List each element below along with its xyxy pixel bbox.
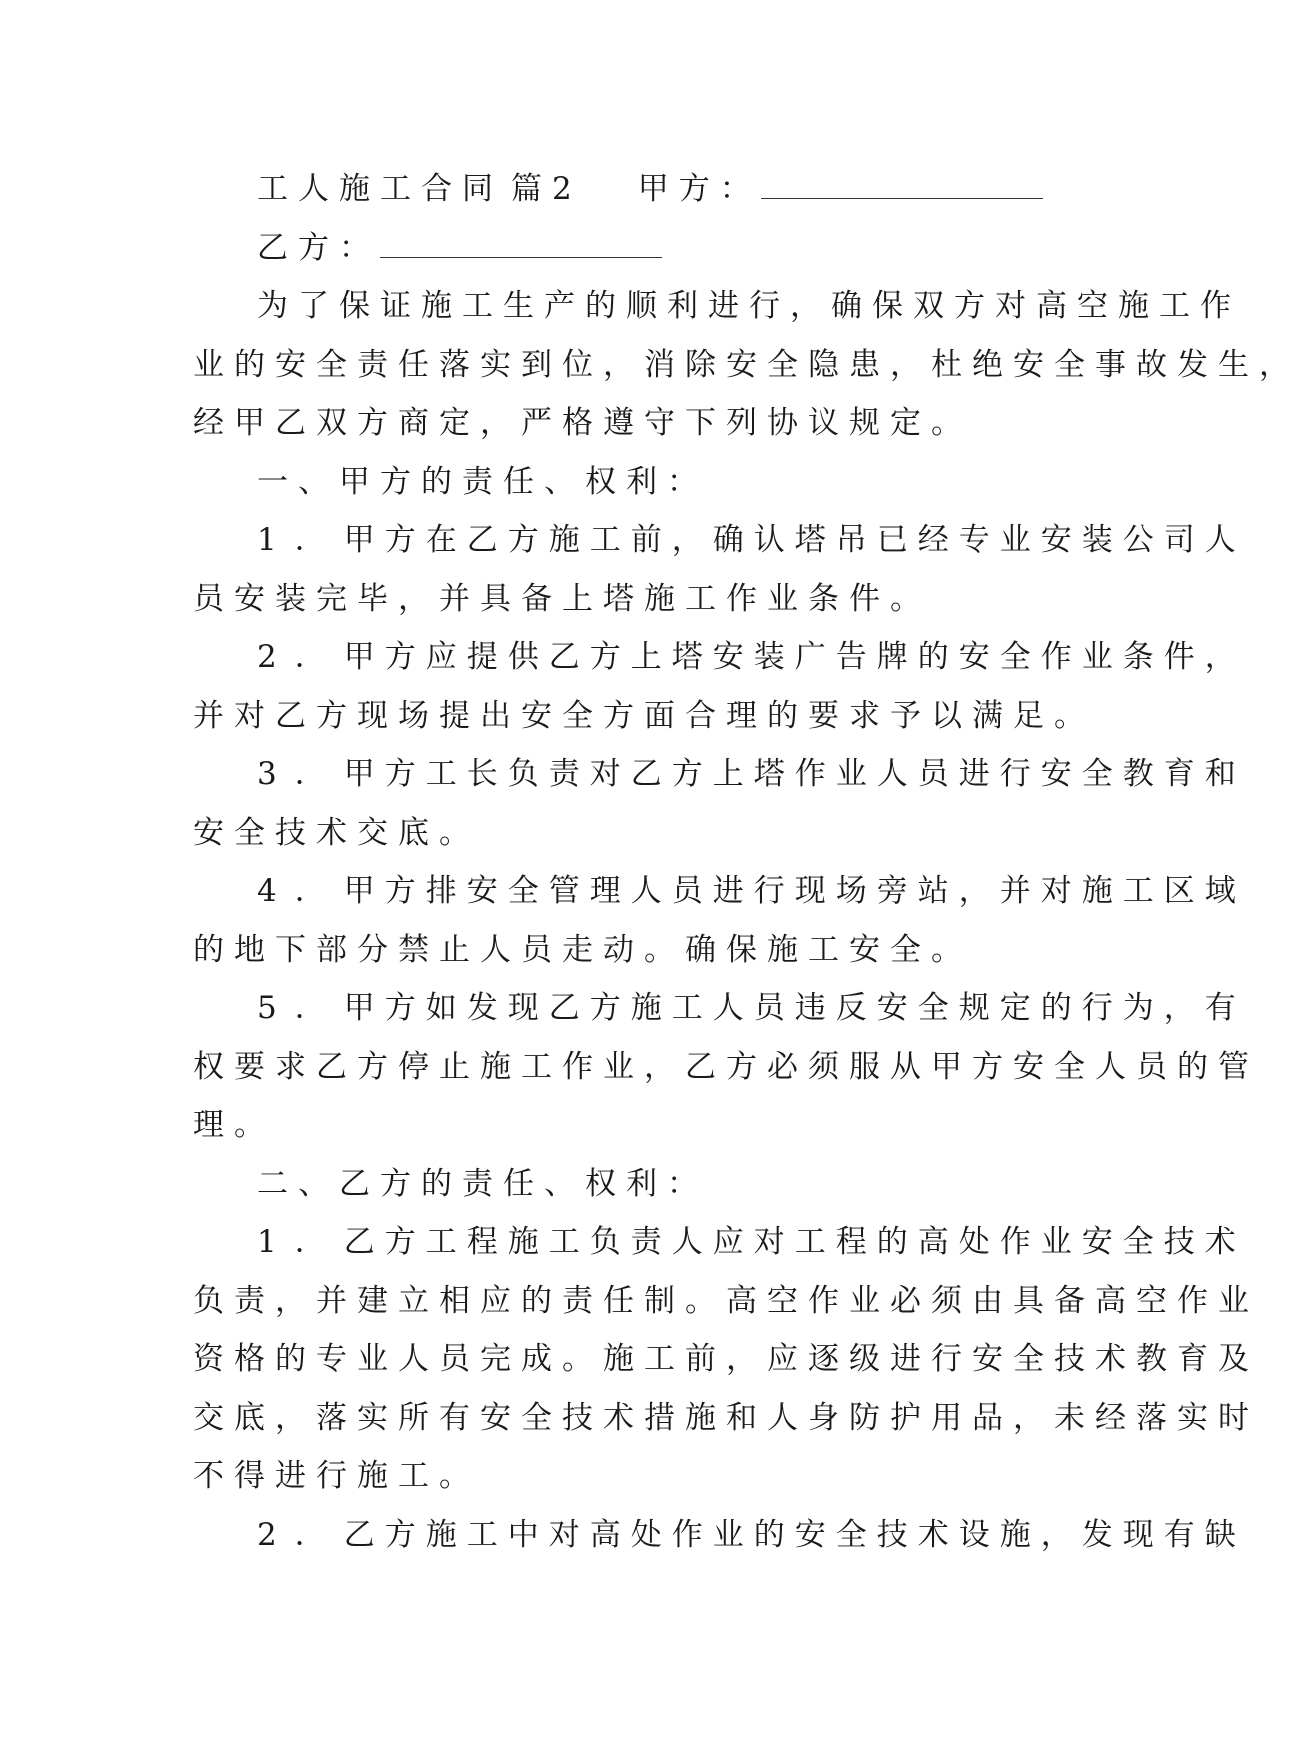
clause-number: 2． [257,1516,344,1553]
clause-line: 资格的专业人员完成。施工前，应逐级进行安全技术教育及 [193,1341,1259,1377]
clause-number: 4． [257,873,344,909]
clause-line: 权要求乙方停止施工作业，乙方必须服从甲方安全人员的管 [193,1048,1259,1085]
section-b-heading: 二、乙方的责任、权利： [257,1165,708,1202]
clause-number: 2． [257,639,344,675]
clause-line [193,979,1246,1038]
clause-line: 并对乙方现场提出安全方面合理的要求予以满足。 [193,697,1095,734]
party-b-line [193,219,1053,278]
clause-text: 甲方如发现乙方施工人员违反安全规定的行为，有 [343,990,1246,1026]
party-b-blank [380,229,662,258]
clause-text: 乙方施工中对高处作业的安全技术设施，发现有缺 [343,1516,1246,1553]
clause-line: 负责，并建立相应的责任制。高空作业必须由具备高空作业 [193,1282,1259,1319]
clause-line: 交底，落实所有安全技术措施和人身防护用品，未经落实时 [193,1399,1259,1436]
clause-line: 理。 [193,1107,275,1143]
intro-line: 业的安全责任落实到位，消除安全隐患，杜绝安全事故发生， [193,346,1300,383]
clause-line [193,862,1246,921]
clause-line [193,628,1246,687]
title-line [193,160,1053,219]
clause-line [193,745,1246,804]
intro-line: 经甲乙双方商定，严格遵守下列协议规定。 [193,405,972,441]
clause-line [193,1506,1246,1565]
document-title: 工人施工合同 [257,171,503,207]
party-a-label: 甲方： [637,171,761,207]
clause-text: 甲方排安全管理人员进行现场旁站，并对施工区域 [343,873,1246,909]
clause-number: 1． [257,522,344,558]
clause-text: 甲方应提供乙方上塔安装广告牌的安全作业条件， [343,639,1246,675]
clause-line [193,511,1246,570]
document-part: 篇2 [511,171,582,207]
party-a-blank [761,170,1043,199]
clause-line: 不得进行施工。 [193,1458,480,1494]
clause-line: 安全技术交底。 [193,814,480,851]
clause-number: 1． [257,1224,344,1260]
clause-text: 甲方工长负责对乙方上塔作业人员进行安全教育和 [343,756,1246,792]
section-a-heading: 一、甲方的责任、权利： [257,463,708,500]
document-page [193,160,1300,1564]
clause-text: 甲方在乙方施工前，确认塔吊已经专业安装公司人 [343,522,1246,558]
clause-line [193,1213,1246,1272]
intro-line: 为了保证施工生产的顺利进行，确保双方对高空施工作 [257,288,1241,324]
clause-line: 员安装完毕，并具备上塔施工作业条件。 [193,580,931,617]
clause-line: 的地下部分禁止人员走动。确保施工安全。 [193,931,972,968]
clause-number: 5． [257,990,344,1026]
party-b-label: 乙方： [257,229,380,266]
clause-text: 乙方工程施工负责人应对工程的高处作业安全技术 [343,1224,1246,1260]
clause-number: 3． [257,756,344,792]
